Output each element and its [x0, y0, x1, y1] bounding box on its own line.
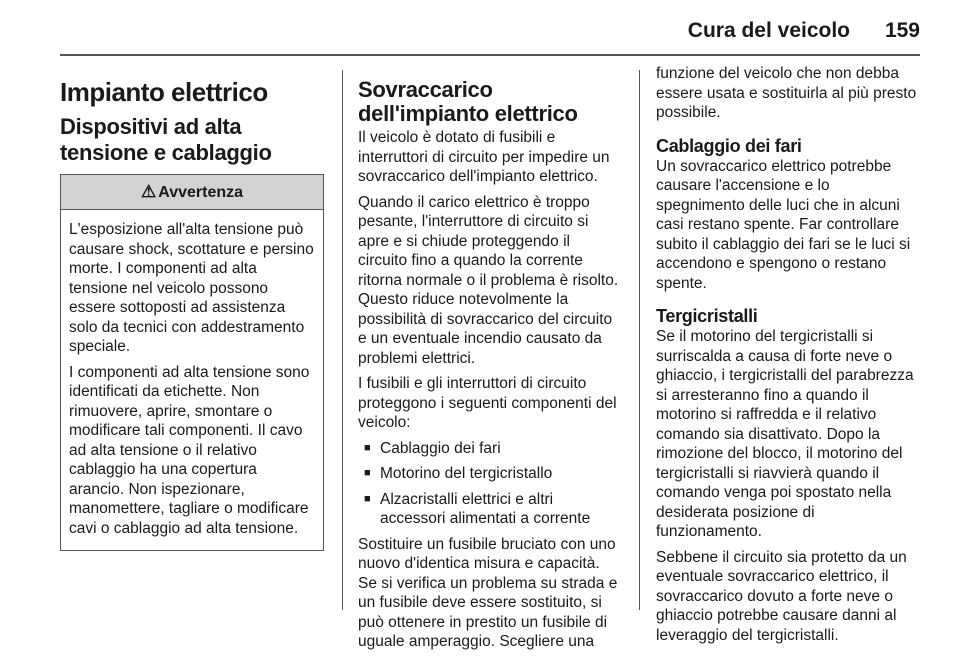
- paragraph: funzione del veicolo che non debba essere usata e sostituirla al più presto possibile.: [656, 65, 917, 121]
- page-number: 159: [884, 19, 920, 42]
- warning-title: Avvertenza: [158, 184, 244, 201]
- page-header: [60, 0, 920, 56]
- column-divider: [342, 70, 343, 610]
- paragraph: Se il motorino del tergicristalli si surriscalda a causa di forte neve o ghiaccio, i tergicristalli del parabrezza si arresteranno fino a quando il motorino si raffredda e il relativo comando sia disattivato. Dopo la rimozione del blocco, il motorino del tergicristalli si riavvierà quando il comando venga poi spostato nella desiderata posizione di funzionamento.: [656, 328, 914, 540]
- component-list: [358, 439, 622, 529]
- bullet-icon: ■: [364, 467, 371, 479]
- paragraph: I fusibili e gli interruttori di circuito proteggono i seguenti componenti del veicolo:: [358, 375, 617, 431]
- warning-paragraph: L'esposizione all'alta tensione può causare shock, scottature e persino morte. I componenti ad alta tensione nel veicolo possono essere sottoposti ad assistenza solo da tecnici con addestramento speciale.: [69, 221, 314, 355]
- list-item: [358, 439, 622, 459]
- list-item-text: Alzacristalli elettrici e altri accessori alimentati a corrente: [380, 490, 591, 527]
- paragraph: Il veicolo è dotato di fusibili e interruttori di circuito per impedire un sovraccarico dell'impianto elettrico.: [358, 129, 610, 185]
- warning-body: [61, 210, 323, 550]
- list-item: [358, 464, 622, 484]
- section-title: Sovraccarico dell'impianto elettrico: [358, 77, 578, 126]
- warning-header: [61, 175, 323, 210]
- list-item: [358, 490, 622, 529]
- chapter-title: Cura del veicolo: [687, 19, 850, 42]
- subsection-title: Dispositivi ad alta tensione e cablaggio: [60, 114, 272, 165]
- bullet-icon: ■: [364, 492, 371, 505]
- list-item-text: Cablaggio dei fari: [380, 439, 501, 457]
- column-1: [60, 64, 324, 551]
- column-3: [656, 64, 922, 651]
- paragraph: Quando il carico elettrico è troppo pesante, l'interruttore di circuito si apre e si chiude proteggendo il circuito fino a quando la corrente ritorna normale o il problema è risolto. Questo riduce notevolmente la possibilità di sovraccarico del circuito e un eventuale incendio causato da problemi elettrici.: [358, 193, 619, 367]
- column-divider: [639, 70, 640, 610]
- list-item-text: Motorino del tergicristallo: [380, 465, 553, 482]
- warning-paragraph: I componenti ad alta tensione sono identificati da etichette. Non rimuovere, aprire, smontare o modificare tali componenti. Il cavo ad alta tensione o il relativo cablaggio ha una copertura arancio. Non ispezionare, manomettere, tagliare o modificare cavi o cablaggio ad alta tensione.: [69, 363, 310, 537]
- section-title: Impianto elettrico: [60, 77, 268, 107]
- paragraph: Un sovraccarico elettrico potrebbe causare l'accensione e lo spegnimento delle luci che in alcuni casi restano spente. Far controllare subito il cablaggio dei fari se le luci si accendono e spengono o restano spente.: [656, 157, 911, 292]
- bullet-icon: ■: [364, 441, 371, 454]
- paragraph: Sostituire un fusibile bruciato con uno nuovo d'identica misura e capacità. Se si verifica un problema su strada e un fusibile deve essere sostituito, si può ottenere in prestito un fusibile di uguale amperaggio. Scegliere una: [358, 535, 618, 650]
- warning-box: [60, 174, 324, 551]
- heading: Tergicristalli: [656, 306, 758, 326]
- heading: Cablaggio dei fari: [656, 135, 802, 156]
- warning-icon: ⚠: [140, 182, 157, 201]
- column-2: [358, 64, 622, 658]
- paragraph: Sebbene il circuito sia protetto da un eventuale sovraccarico elettrico, il sovraccarico dovuto a forte neve o ghiaccio potrebbe causare danni al leveraggio del tergicristalli.: [656, 548, 907, 644]
